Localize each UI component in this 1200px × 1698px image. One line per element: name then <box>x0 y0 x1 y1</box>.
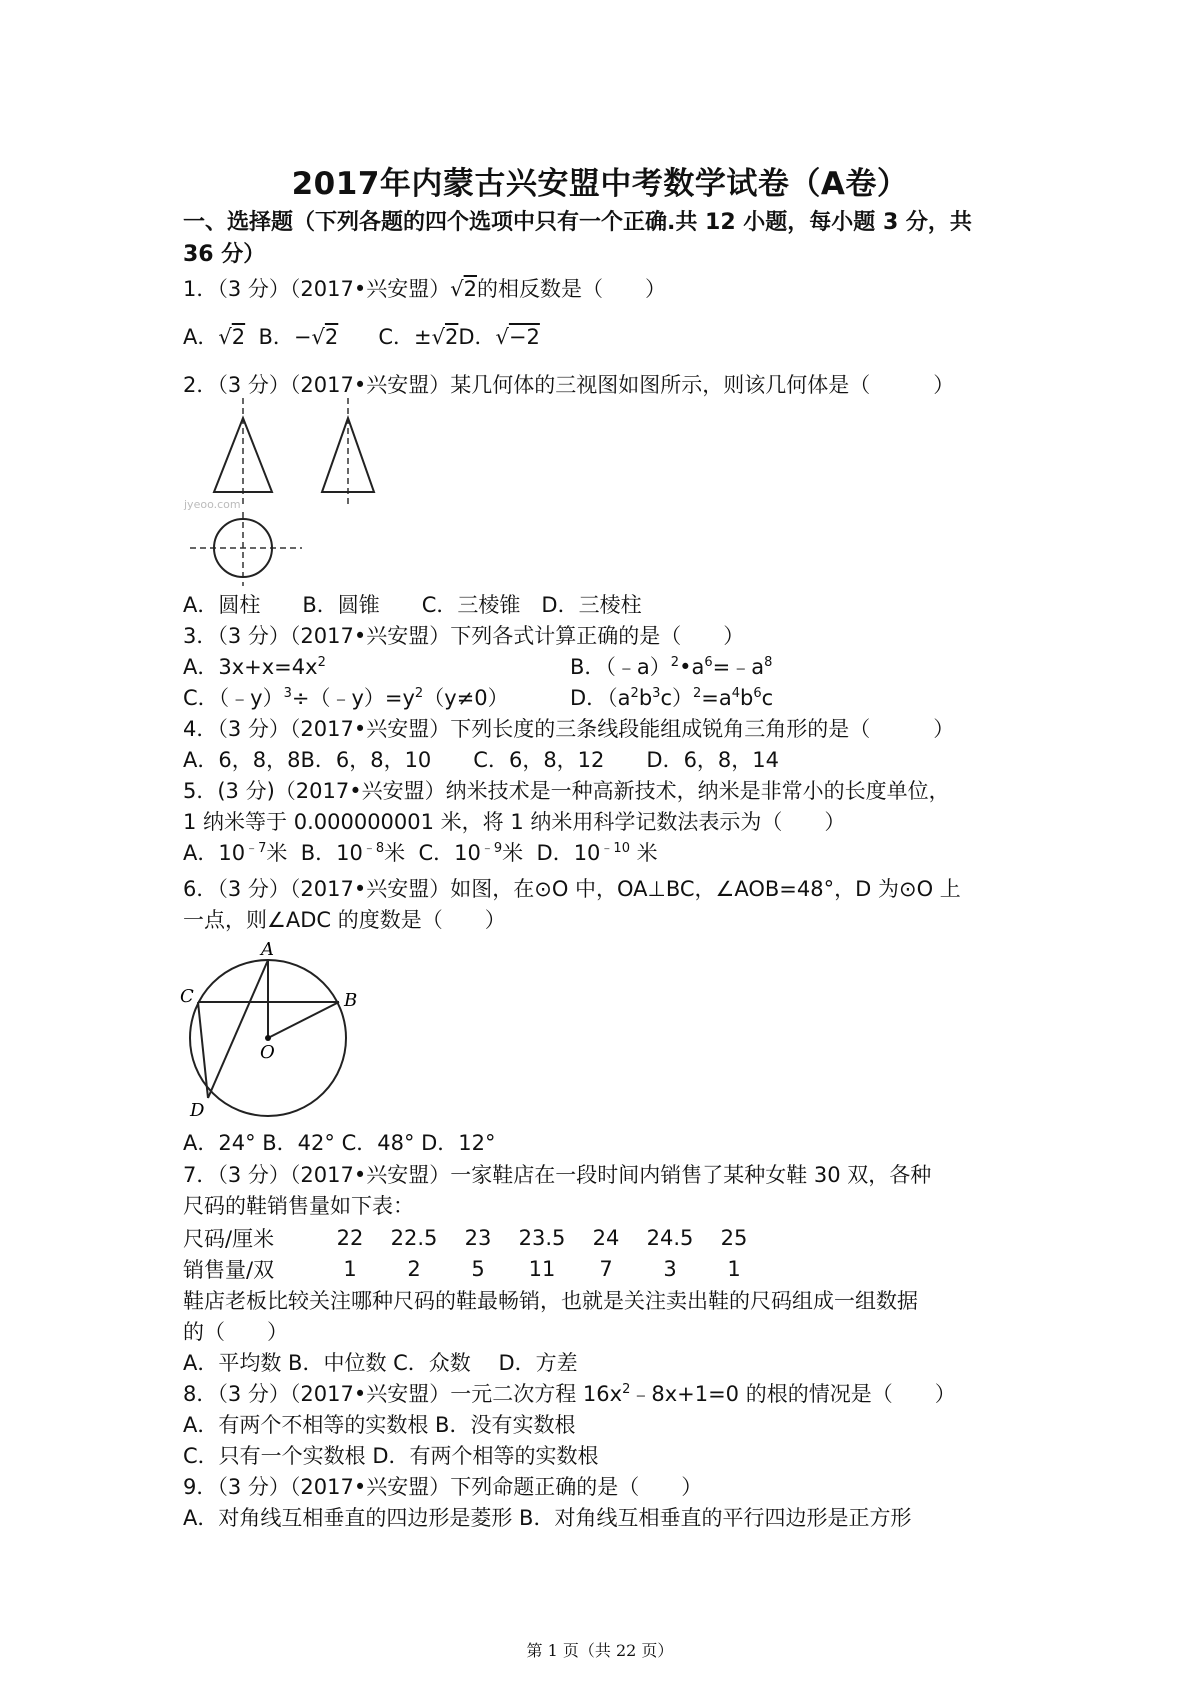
label-b: B <box>344 990 358 1011</box>
table-cell: 2 <box>407 1256 421 1281</box>
question-1-options: A．√2 B．−√2 C．±√2D．√−2 <box>183 325 540 349</box>
table-cell: 23 <box>464 1225 492 1250</box>
question-3-option-c <box>183 683 509 713</box>
three-view-top-figure <box>180 512 310 590</box>
question-2-options: A．圆柱 B．圆锥 C．三棱锥 D．三棱柱 <box>183 593 642 617</box>
q3-c-t1: C．（﹣y） <box>183 686 284 710</box>
q3-b-t1: B．（﹣a） <box>570 655 671 679</box>
table-cell: 23.5 <box>518 1225 566 1250</box>
question-3-option-d <box>570 683 773 713</box>
q3-c-t3: （y≠0） <box>423 686 509 710</box>
q5-d-unit: 米 <box>629 841 658 865</box>
watermark-text: jyeoo.com <box>184 498 241 511</box>
table-cell: 22 <box>336 1225 364 1250</box>
table-row <box>183 1222 766 1253</box>
question-5-line2: 1 纳米等于 0.000000001 米，将 1 纳米用科学记数法表示为（ ） <box>183 810 846 834</box>
question-8-options-2: C．只有一个实数根 D．有两个相等的实数根 <box>183 1444 599 1468</box>
question-3-stem: 3．（3 分）（2017•兴安盟）下列各式计算正确的是（ ） <box>183 624 745 648</box>
q3-b-s1: 2 <box>670 655 680 670</box>
option-d-label: D． <box>458 325 496 349</box>
q3-d-t6: c <box>761 686 774 710</box>
option-a-label: A． <box>183 325 219 349</box>
option-b-radicand: 2 <box>324 325 339 349</box>
question-7-line2: 尺码的鞋销售量如下表： <box>183 1194 414 1218</box>
question-3-option-a <box>183 652 326 682</box>
question-1-radicand: 2 <box>463 277 477 301</box>
q3-d-t2: b <box>638 686 653 710</box>
section-heading-line2: 36 分） <box>183 242 266 267</box>
question-1-prefix: 1．（3 分）（2017•兴安盟） <box>183 277 451 301</box>
q3-c-s1: 3 <box>283 686 292 701</box>
table-cell: 3 <box>663 1256 677 1281</box>
question-6-line2: 一点，则∠ADC 的度数是（ ） <box>183 908 506 932</box>
page-title: 2017年内蒙古兴安盟中考数学试卷（A卷） <box>291 166 909 202</box>
table-cell: 5 <box>471 1256 485 1281</box>
circle-geometry-figure <box>176 938 366 1128</box>
table-cell: 1 <box>727 1256 741 1281</box>
q3-c-s2: 2 <box>414 686 424 701</box>
table-cell: 11 <box>528 1256 556 1281</box>
question-6-options: A．24° B．42° C．48° D．12° <box>183 1131 496 1155</box>
q5-d: 米 D．10 <box>502 841 601 865</box>
option-d-radicand: −2 <box>508 325 540 349</box>
q3-b-t2: •a <box>679 655 705 679</box>
label-o: O <box>260 1042 275 1063</box>
table-cell: 24.5 <box>646 1225 694 1250</box>
q5-c-exp: ﹣9 <box>480 841 503 856</box>
section-heading-line1: 一、选择题（下列各题的四个选项中只有一个正确.共 12 小题，每小题 3 分，共 <box>183 210 972 235</box>
q5-a: A．10 <box>183 841 246 865</box>
q5-a-exp: ﹣7 <box>245 841 267 856</box>
table-cell: 24 <box>592 1225 620 1250</box>
table-cell: 22.5 <box>390 1225 438 1250</box>
table-row <box>183 1253 766 1284</box>
q3-a-text: A．3x+x=4x <box>183 655 318 679</box>
shoe-sales-table <box>183 1222 766 1284</box>
option-b-label: B．− <box>245 325 312 349</box>
option-a-radicand: 2 <box>231 325 246 349</box>
question-9-stem: 9．（3 分）（2017•兴安盟）下列命题正确的是（ ） <box>183 1475 703 1499</box>
question-8-options-1: A．有两个不相等的实数根 B．没有实数根 <box>183 1413 576 1437</box>
q3-d-s4: 4 <box>731 686 741 701</box>
q3-d-t3: c） <box>660 686 693 710</box>
question-7-options: A．平均数 B．中位数 C．众数 D．方差 <box>183 1351 578 1375</box>
label-d: D <box>190 1100 205 1121</box>
q5-b: 米 B．10 <box>266 841 363 865</box>
q3-d-t1: D．（a <box>570 686 631 710</box>
label-c: C <box>180 986 194 1007</box>
question-4-options: A．6，8，8B．6，8，10 C．6，8，12 D．6，8，14 <box>183 748 780 772</box>
option-c-label: C．± <box>338 325 432 349</box>
label-a: A <box>261 939 274 960</box>
q8-stem-exp: 2 <box>622 1382 631 1397</box>
question-8-stem <box>183 1379 956 1409</box>
q3-b-t3: =﹣a <box>712 655 765 679</box>
question-7-line4: 的（ ） <box>183 1320 288 1344</box>
question-5-options <box>183 838 658 868</box>
q3-d-s1: 2 <box>630 686 639 701</box>
page-footer: 第 1 页（共 22 页） <box>526 1641 674 1660</box>
q3-b-s3: 8 <box>764 655 773 670</box>
table-row-header: 销售量/双 <box>183 1257 275 1282</box>
option-c-radicand: 2 <box>444 325 459 349</box>
three-view-side-figure <box>310 398 390 528</box>
table-cell: 25 <box>720 1225 748 1250</box>
table-row-header: 尺码/厘米 <box>183 1226 275 1251</box>
question-1-suffix: 的相反数是（ ） <box>477 277 666 301</box>
table-cell: 7 <box>599 1256 613 1281</box>
question-3-option-b <box>570 652 772 682</box>
q3-b-s2: 6 <box>704 655 713 670</box>
q3-d-s5: 6 <box>753 686 762 701</box>
q3-c-t2: ÷（﹣y）=y <box>291 686 415 710</box>
question-7-line1: 7．（3 分）（2017•兴安盟）一家鞋店在一段时间内销售了某种女鞋 30 双，各种 <box>183 1163 932 1187</box>
question-4-stem: 4．（3 分）（2017•兴安盟）下列长度的三条线段能组成锐角三角形的是（ ） <box>183 717 955 741</box>
q8-stem-t1: 8．（3 分）（2017•兴安盟）一元二次方程 16x <box>183 1382 623 1406</box>
question-9-options-1: A．对角线互相垂直的四边形是菱形 B．对角线互相垂直的平行四边形是正方形 <box>183 1506 912 1530</box>
q3-d-t5: b <box>740 686 754 710</box>
question-6-line1: 6．（3 分）（2017•兴安盟）如图，在⊙O 中，OA⊥BC，∠AOB=48°，D 为⊙O 上 <box>183 877 961 901</box>
question-1-stem: 1．（3 分）（2017•兴安盟）√2的相反数是（ ） <box>183 277 666 301</box>
question-7-line3: 鞋店老板比较关注哪种尺码的鞋最畅销，也就是关注卖出鞋的尺码组成一组数据 <box>183 1289 918 1313</box>
q3-d-s2: 3 <box>652 686 661 701</box>
q5-b-exp: ﹣8 <box>362 841 385 856</box>
table-cell: 1 <box>343 1256 357 1281</box>
q3-a-sup: 2 <box>317 655 326 670</box>
question-2-stem: 2．（3 分）（2017•兴安盟）某几何体的三视图如图所示，则该几何体是（ ） <box>183 373 955 397</box>
q8-stem-t2: ﹣8x+1=0 的根的情况是（ ） <box>630 1382 956 1406</box>
q5-c: 米 C．10 <box>384 841 481 865</box>
q5-d-exp: ﹣10 <box>600 841 630 856</box>
q3-d-s3: 2 <box>693 686 702 701</box>
q3-d-t4: =a <box>701 686 732 710</box>
question-5-line1: 5．(3 分)（2017•兴安盟）纳米技术是一种高新技术，纳米是非常小的长度单位， <box>183 779 950 803</box>
